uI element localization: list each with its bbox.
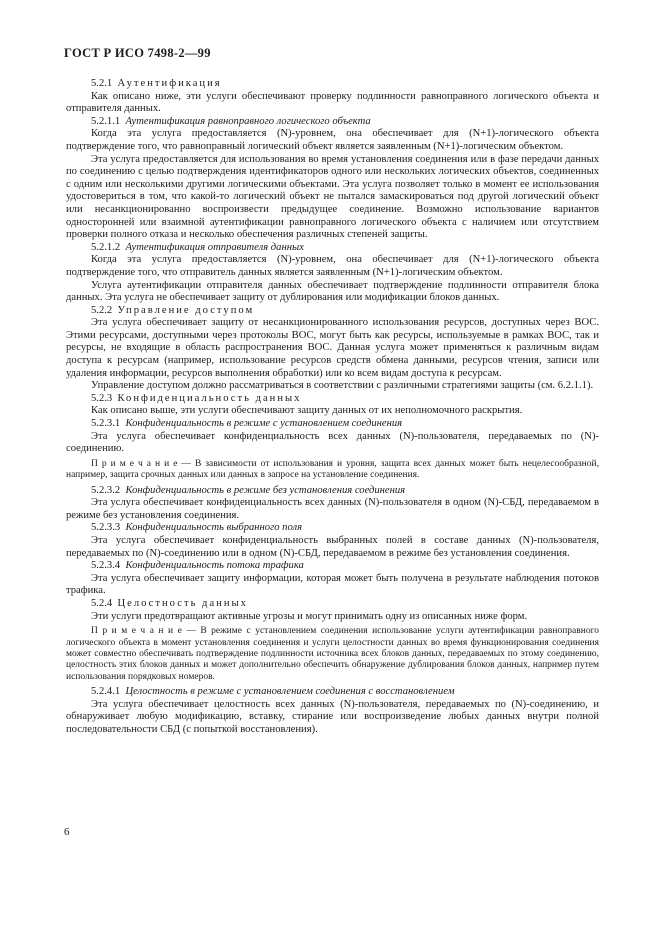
section-number: 5.2.3.3 <box>91 522 121 534</box>
section-title: Конфиденциальность в режиме с установлением соединения <box>125 418 403 430</box>
section-heading <box>66 686 599 699</box>
body-paragraph: Эта услуга обеспечивает защиту от несанкционированного использования ресурсов, доступных через ВОС. Этими ресурсами, доступными через протоколы ВОС, могут быть как ресурсы, используемые в рамках ВОС, так и ресурсы, не входящие в область распространения ВОС. Данная услуга может применяться к различным видам доступа к ресурсам (например, использование ресурсов средств обмена данными, ресурсов чтения, записи или удаления информации, ресурсов выполнения обработки) или ко всем видам доступа к ресурсам. <box>66 317 599 379</box>
section-title: Конфиденциальность выбранного поля <box>125 522 303 534</box>
note-text: — В зависимости от использования и уровня, защита всех данных может быть нецелесообразной, например, защита срочных данных или данных в запросе на установление соединения. <box>66 458 599 481</box>
section-heading <box>66 305 599 318</box>
section-number: 5.2.4.1 <box>91 686 121 698</box>
document-body <box>66 78 599 737</box>
section-title: Конфиденциальность в режиме без установления соединения <box>125 484 406 496</box>
section-heading <box>66 598 599 611</box>
body-paragraph: Эта услуга обеспечивает конфиденциальность всех данных (N)-пользователя, передаваемых по (N)-соединению. <box>66 430 599 455</box>
body-paragraph: Управление доступом должно рассматриваться в соответствии с различными стратегиями защиты (см. 6.2.1.1). <box>91 380 594 392</box>
section-heading <box>66 116 599 129</box>
section-title: Управление доступом <box>117 304 255 316</box>
note-text: — В режиме с установлением соединения использование услуги аутентификации равноправного логического объекта в момент установления соединения и услуги целостности данных во время функционирования соединения может совместно обеспечивать подтверждение подлинности источника всех блоков данных, передаваемых по этому соединению, целостность этих блоков данных и может дополнительно обеспечить обнаружение дублирования блоков данных, например путем использования порядковых номеров. <box>66 626 599 682</box>
body-paragraph: Когда эта услуга предоставляется (N)-уровнем, она обеспечивает для (N+1)-логического объекта подтверждение того, что отправитель данных является заявленным (N+1)-логическим объектом. <box>66 254 599 278</box>
body-paragraph: Эта услуга обеспечивает конфиденциальность всех данных (N)-пользователя в одном (N)-СБД, передаваемом в режиме без установления соединения. <box>66 497 599 521</box>
body-paragraph: Эта услуга обеспечивает защиту информации, которая может быть получена в результате наблюдения потоков трафика. <box>66 572 599 597</box>
section-number: 5.2.1 <box>91 78 113 89</box>
note-label: П р и м е ч а н и е <box>91 458 178 469</box>
page-number: 6 <box>64 826 70 838</box>
section-number: 5.2.4 <box>91 597 113 609</box>
section-heading <box>66 242 599 255</box>
section-heading <box>66 78 599 91</box>
section-number: 5.2.1.2 <box>91 241 121 253</box>
section-number: 5.2.3 <box>91 392 113 404</box>
section-heading <box>66 418 599 431</box>
body-paragraph: Эта услуга предоставляется для использования во время установления соединения или в фазе передачи данных по соединению с целью подтверждения идентификаторов одного или нескольких логических объектов, соединенных с одним или несколькими другими логическими объектами. Эта услуга позволяет только в момент ее использования удостовериться в том, что какой-то логический объект не пытался замаскироваться под другой логический объект или несанкционированно воспроизвести предыдущее соединение. Возможно использование вариантов односторонней или взаимной аутентификации равноправного логического объекта с наличием или отсутствием проверки полного отказа и несколько обеспечения различных степеней защиты. <box>66 153 599 241</box>
section-number: 5.2.3.4 <box>91 560 121 572</box>
note-label: П р и м е ч а н и е <box>91 626 182 637</box>
section-heading <box>66 485 599 498</box>
body-paragraph: Когда эта услуга предоставляется (N)-уровнем, она обеспечивает для (N+1)-логического объекта подтверждение того, что равноправный логический объект является заявленным (N+1)-логическим объектом. <box>66 128 599 152</box>
section-number: 5.2.3.1 <box>91 418 121 430</box>
body-paragraph: Как описано выше, эти услуги обеспечивают защиту данных от их неполномочного раскрытия. <box>91 405 523 417</box>
section-title: Целостность в режиме с установлением соединения с восстановлением <box>125 686 455 698</box>
section-number: 5.2.3.2 <box>91 484 121 496</box>
section-title: Конфиденциальность данных <box>117 392 302 404</box>
section-title: Целостность данных <box>117 597 248 609</box>
section-heading <box>66 522 599 535</box>
note-paragraph <box>66 626 599 683</box>
section-number: 5.2.2 <box>91 304 113 316</box>
body-paragraph: Эта услуга обеспечивает целостность всех данных (N)-пользователя, передаваемых по (N)-соединению, и обнаруживает любую модификацию, вставку, стирание или воспроизведение любых данных внутри полной последовательности СБД (с попыткой восстановления). <box>66 698 599 735</box>
note-paragraph <box>66 459 599 482</box>
section-heading <box>66 560 599 573</box>
section-title: Аутентификация отправителя данных <box>125 241 304 253</box>
body-paragraph: Эти услуги предотвращают активные угрозы и могут принимать одну из описанных ниже форм. <box>91 610 528 622</box>
section-title: Аутентификация равноправного логического объекта <box>125 115 371 127</box>
body-paragraph: Услуга аутентификации отправителя данных обеспечивает подтверждение подлинности отправителя блока данных. Эта услуга не обеспечивает защиту от дублирования или модификации блоков данных. <box>66 279 599 304</box>
section-number: 5.2.1.1 <box>91 115 121 127</box>
section-title: Аутентификация <box>117 78 222 89</box>
document-header: ГОСТ Р ИСО 7498-2—99 <box>64 46 211 60</box>
body-paragraph: Как описано ниже, эти услуги обеспечивают проверку подлинности равноправного логического объекта и отправителя данных. <box>66 90 599 115</box>
body-paragraph: Эта услуга обеспечивает конфиденциальность выбранных полей в составе данных (N)-пользователя, передаваемых по (N)-соединению или в одном (N)-СБД, передаваемом в режиме без установления соединения. <box>66 535 599 559</box>
section-title: Конфиденциальность потока трафика <box>125 560 304 572</box>
section-heading <box>66 393 599 406</box>
